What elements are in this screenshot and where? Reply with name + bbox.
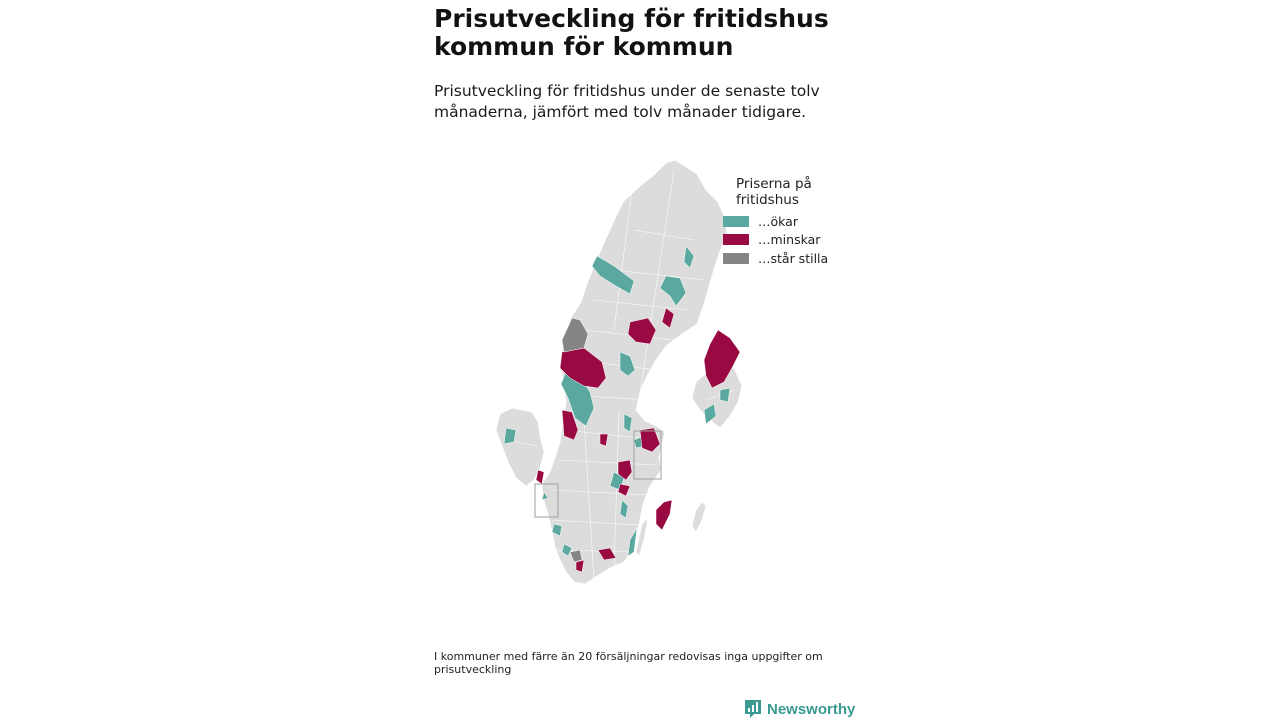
legend-item-decreasing xyxy=(723,231,853,250)
brand-name: Newsworthy xyxy=(767,700,856,718)
legend-swatch-decreasing xyxy=(723,234,749,245)
legend-label: …ökar xyxy=(758,213,798,229)
page-subtitle: Prisutveckling för fritidshus under de senaste tolv månaderna, jämfört med tolv månader tidigare. xyxy=(434,82,820,121)
gotland-base xyxy=(692,502,706,532)
legend-item-stable xyxy=(723,249,853,268)
legend-swatch-stable xyxy=(723,253,749,264)
legend-item-increasing xyxy=(723,212,853,231)
map-base xyxy=(496,160,742,584)
page xyxy=(434,0,854,720)
newsworthy-logo-icon xyxy=(744,699,762,719)
legend-swatch-increasing xyxy=(723,216,749,227)
footnote: I kommuner med färre än 20 försäljningar redovisas inga uppgifter om prisutveckling xyxy=(434,650,823,676)
legend-label: …minskar xyxy=(758,232,821,248)
legend-label: …står stilla xyxy=(758,250,829,266)
legend-title: Priserna på fritidshus xyxy=(736,176,812,208)
page-title: Prisutveckling för fritidshus kommun för kommun xyxy=(434,4,829,61)
map-legend xyxy=(723,176,853,268)
norway-south xyxy=(496,408,544,486)
brand[interactable] xyxy=(744,699,855,719)
